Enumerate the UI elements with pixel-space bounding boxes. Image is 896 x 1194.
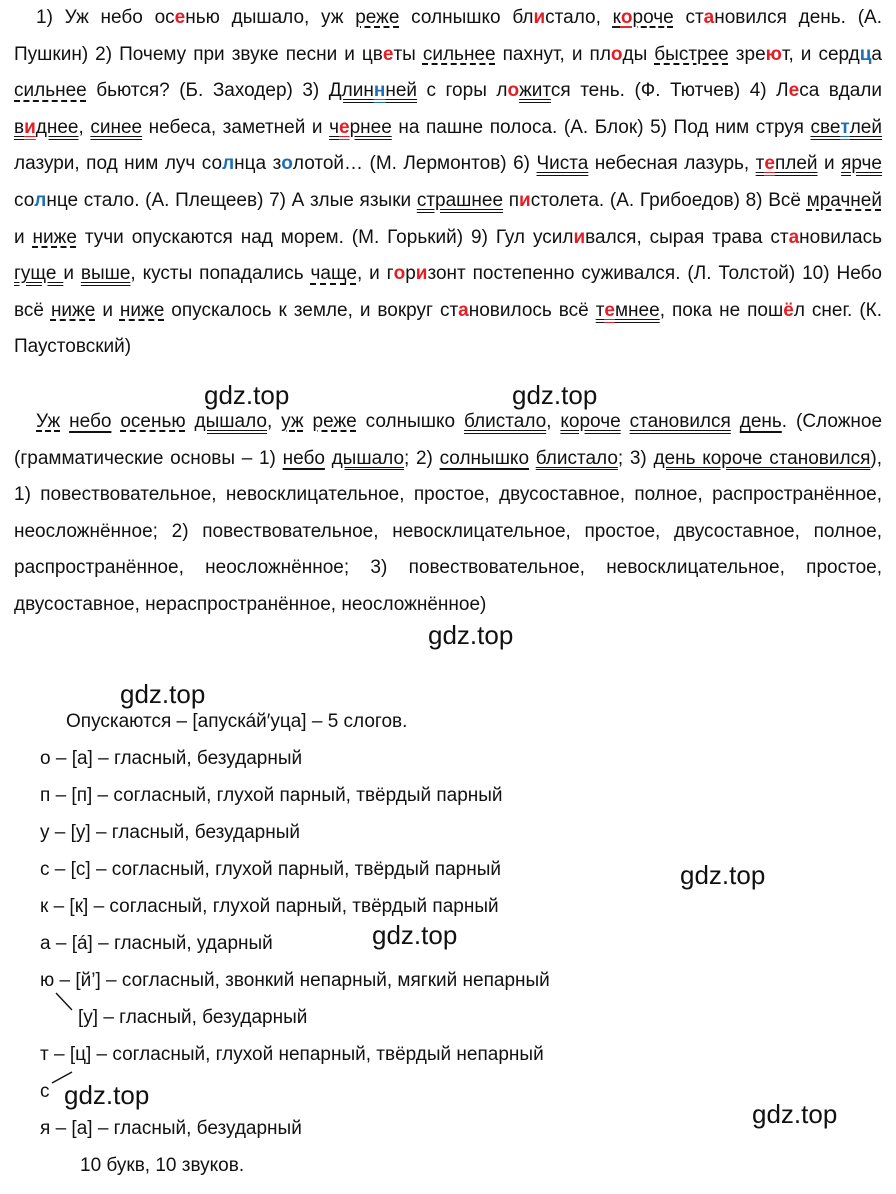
- watermark: gdz.top: [64, 1080, 150, 1110]
- sentence-parsing: Уж небо осенью дышало, уж реже солнышко блистало, короче становился день. (Сложное (грамматические основы – 1) небо дышало; 2) солнышко блистало; 3) день короче становился), 1) повествовательное, невосклицательное, простое, двусоставное, полное, распространённое, неосложнённое; 2) повествовательное, невосклицательное, простое, двусоставное, полное, распространённое, неосложнённое; 3) повествовательное, невосклицательное, простое, двусоставное, нераспространённое, неосложнённое): [14, 411, 883, 615]
- analysis-summary: 10 букв, 10 звуков.: [80, 1155, 245, 1176]
- analysis-row: с – [с] – согласный, глухой парный, твёрдый парный: [40, 859, 501, 880]
- watermark: gdz.top: [428, 620, 514, 650]
- analysis-row: о – [а] – гласный, безударный: [40, 748, 303, 769]
- watermark: gdz.top: [372, 920, 458, 950]
- analysis-row: я – [а] – гласный, безударный: [40, 1118, 302, 1139]
- connector-line: [56, 993, 72, 1010]
- analysis-row: а – [á] – гласный, ударный: [40, 933, 273, 954]
- watermark: gdz.top: [752, 1099, 838, 1129]
- analysis-row: с: [40, 1081, 50, 1102]
- analysis-row: п – [п] – согласный, глухой парный, твёрдый парный: [40, 785, 503, 806]
- analysis-row: т – [ц] – согласный, глухой непарный, твёрдый непарный: [40, 1044, 544, 1065]
- watermark: gdz.top: [120, 679, 206, 709]
- watermark: gdz.top: [512, 380, 598, 410]
- example-sentences: 1) Уж небо осенью дышало, уж реже солнышко блистало, короче становился день. (А. Пушкин) 2) Почему при звуке песни и цветы сильнее пахнут, и плоды быстрее зреют, и сердца сильнее бьются? (Б. Заходер) 3) Длиннней с горы ложится тень. (Ф. Тютчев) 4) Леса вдали виднее, синее небеса, заметней и чернее на пашне полоса. (А. Блок) 5) Под ним струя светлей лазури, под ним луч солнца золотой… (М. Лермонтов) 6) Чиста небесная лазурь, теплей и ярче солнце стало. (А. Плещеев) 7) А злые языки страшнее пистолета. (А. Грибоедов) 8) Всё мрачней и ниже тучи опускаются над морем. (М. Горький) 9) Гул усиливался, сырая трава становилась гуще и выше, кусты попадались чаще, и горизонт постепенно суживался. (Л. Толстой) 10) Небо всё ниже и ниже опускалось к земле, и вокруг становилось всё темнее, пока не пошёл снег. (К. Паустовский): [14, 7, 883, 358]
- analysis-row: ю – [й’] – согласный, звонкий непарный, мягкий непарный: [40, 970, 550, 991]
- analysis-header: Опускаются – [апускáй′уца] – 5 слогов.: [66, 711, 408, 732]
- watermark: gdz.top: [680, 860, 766, 890]
- watermark: gdz.top: [204, 380, 290, 410]
- analysis-row: [у] – гласный, безударный: [78, 1007, 308, 1028]
- analysis-row: к – [к] – согласный, глухой парный, твёрдый парный: [40, 896, 499, 917]
- analysis-row: у – [у] – гласный, безударный: [40, 822, 300, 843]
